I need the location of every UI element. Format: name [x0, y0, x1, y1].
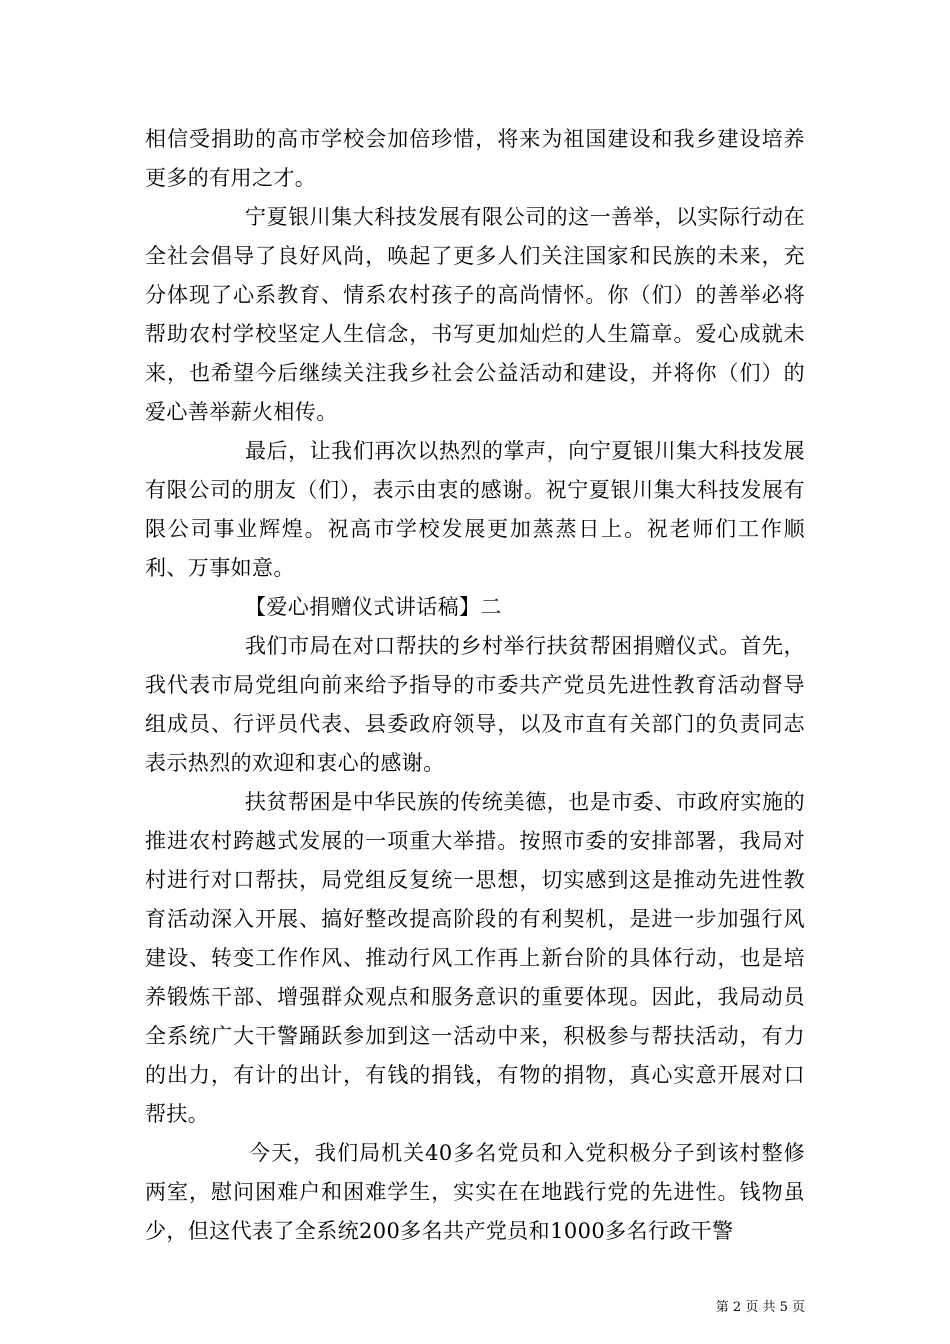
paragraph-poverty-relief: 扶贫帮困是中华民族的传统美德，也是市委、市政府实施的推进农村跨越式发展的一项重大举措。按照市委的安排部署，我局对村进行对口帮扶，局党组反复统一思想，切实感到这是推动先进性教育活动深入开展、搞好整改提高阶段的有利契机，是进一步加强行风建设、转变工作作风、推动行风工作再上新台阶的具体行动，也是培养锻炼干部、增强群众观点和服务意识的重要体现。因此，我局动员全系统广大干警踊跃参加到这一活动中来，积极参与帮扶活动，有力的出力，有计的出计，有钱的捐钱，有物的捐物，真心实意开展对口帮扶。 [145, 790, 805, 1126]
page-number: 第 2 页 共 5 页 [715, 1300, 805, 1315]
paragraph-today: 今天，我们局机关40多名党员和入党积极分子到该村整修两室，慰问困难户和困难学生，实实在在地践行党的先进性。钱物虽少，但这代表了全系统200多名共产党员和1000多名行政干警 [145, 1141, 805, 1243]
paragraph-continuation: 相信受捐助的高市学校会加倍珍惜，将来为祖国建设和我乡建设培养更多的有用之才。 [145, 127, 805, 190]
paragraph-company-praise: 宁夏银川集大科技发展有限公司的这一善举，以实际行动在全社会倡导了良好风尚，唤起了更多人们关注国家和民族的未来，充分体现了心系教育、情系农村孩子的高尚情怀。你（们）的善举必将帮助农村学校坚定人生信念，书写更加灿烂的人生篇章。爱心成就未来，也希望今后继续关注我乡社会公益活动和建设，并将你（们）的爱心善举薪火相传。 [145, 205, 805, 424]
paragraph-closing-thanks: 最后，让我们再次以热烈的掌声，向宁夏银川集大科技发展有限公司的朋友（们），表示由衷的感谢。祝宁夏银川集大科技发展有限公司事业辉煌。祝高市学校发展更加蒸蒸日上。祝老师们工作顺利、万事如意。 [145, 439, 805, 580]
section-heading: 【爱心捐赠仪式讲话稿】二 [245, 595, 502, 619]
document-body [145, 120, 805, 1251]
paragraph-ceremony-intro: 我们市局在对口帮扶的乡村举行扶贫帮困捐赠仪式。首先，我代表市局党组向前来给予指导的市委共产党员先进性教育活动督导组成员、行评员代表、县委政府领导，以及市直有关部门的负责同志表示热烈的欢迎和衷心的感谢。 [145, 634, 805, 775]
